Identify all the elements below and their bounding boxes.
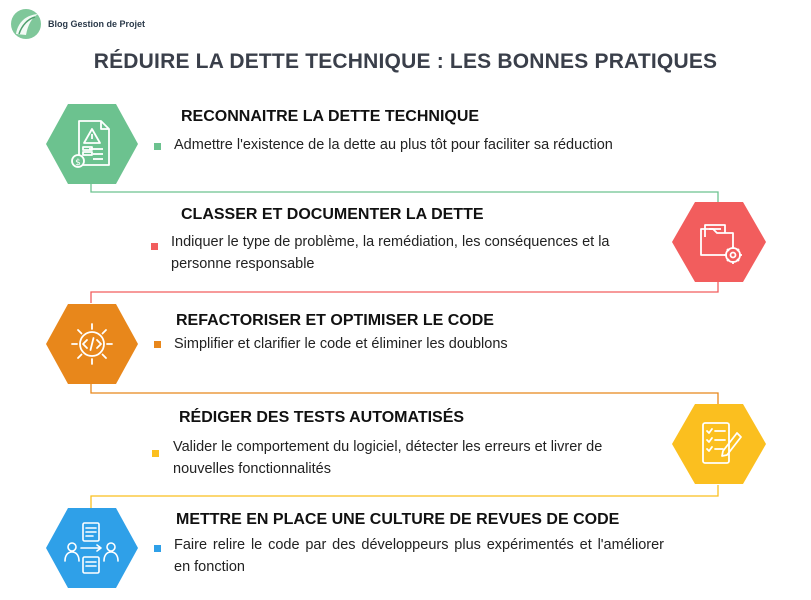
step-5-hexagon bbox=[45, 507, 139, 589]
step-5-text: Faire relire le code par des développeurs plus expérimentés et l'améliorer en fonction bbox=[174, 537, 664, 575]
step-3-bullet bbox=[154, 341, 161, 348]
step-4-text: Valider le comportement du logiciel, détecter les erreurs et livrer de nouvelles fonctionnalités bbox=[173, 439, 603, 477]
step-5-bullet bbox=[154, 545, 161, 552]
step-4-bullet bbox=[152, 450, 159, 457]
page-title: RÉDUIRE LA DETTE TECHNIQUE : LES BONNES PRATIQUES bbox=[93, 50, 718, 73]
step-3-hexagon bbox=[45, 303, 139, 385]
svg-text:$: $ bbox=[75, 158, 81, 168]
step-2-hexagon bbox=[671, 201, 767, 283]
step-1-text: Admettre l'existence de la dette au plus tôt pour faciliter sa réduction bbox=[174, 137, 613, 153]
step-4-heading: RÉDIGER DES TESTS AUTOMATISÉS bbox=[179, 409, 465, 426]
step-1-hexagon bbox=[45, 103, 139, 185]
step-2-text: Indiquer le type de problème, la remédiation, les conséquences et la personne responsable bbox=[171, 234, 610, 272]
step-3-heading: REFACTORISER ET OPTIMISER LE CODE bbox=[176, 312, 494, 329]
brand-name: Blog Gestion de Projet bbox=[48, 19, 146, 29]
step-4-hexagon bbox=[671, 403, 767, 485]
connector-orange bbox=[91, 382, 718, 404]
step-1-bullet bbox=[154, 143, 161, 150]
step-3-text: Simplifier et clarifier le code et éliminer les doublons bbox=[174, 336, 508, 352]
step-2-bullet bbox=[151, 243, 158, 250]
step-2-heading: CLASSER ET DOCUMENTER LA DETTE bbox=[181, 206, 484, 223]
step-5-heading: METTRE EN PLACE UNE CULTURE DE REVUES DE CODE bbox=[176, 511, 620, 528]
connector-yellow bbox=[91, 485, 718, 508]
connector-red bbox=[91, 282, 718, 303]
connector-green bbox=[91, 182, 718, 203]
step-1-heading: RECONNAITRE LA DETTE TECHNIQUE bbox=[181, 108, 480, 125]
